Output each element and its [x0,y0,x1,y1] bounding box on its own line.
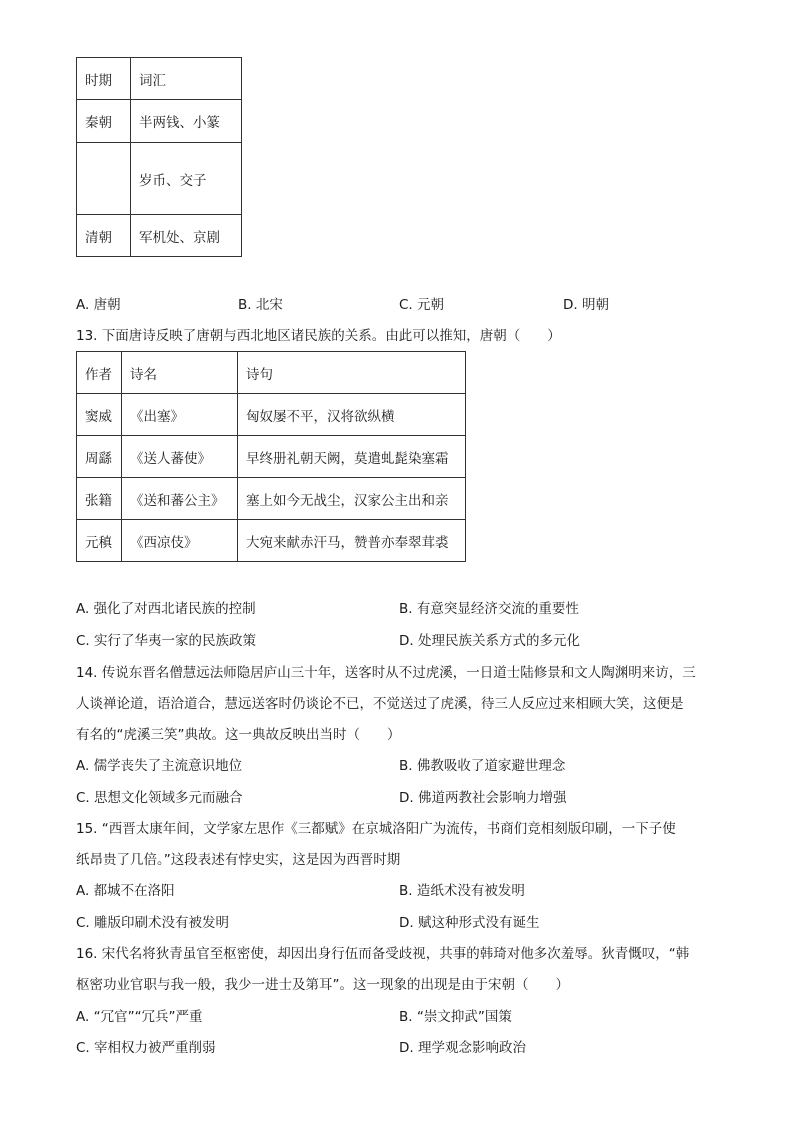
q16-stem-line-2: 枢密功业官职与我一般，我少一进士及第耳”。这一现象的出现是由于宋朝（ ） [76,977,569,993]
q16-option-d[interactable]: D. 理学观念影响政治 [399,1040,526,1056]
q13-option-d[interactable]: D. 处理民族关系方式的多元化 [399,633,580,649]
table-row [77,520,466,562]
table-row [77,58,242,100]
table-cell: 半两钱、小篆 [131,100,242,143]
q15-option-b[interactable]: B. 造纸术没有被发明 [399,883,525,899]
table-cell: 词汇 [131,58,242,100]
table-row [77,394,466,436]
q12-option-a[interactable]: A. 唐朝 [76,297,121,313]
q16-option-a[interactable]: A. “冗官”“冗兵”严重 [76,1009,203,1025]
q16-option-b[interactable]: B. “崇文抑武”国策 [399,1009,512,1025]
table-cell: 清朝 [77,215,131,257]
table-cell: 秦朝 [77,100,131,143]
q14-stem-line-1: 14. 传说东晋名僧慧远法师隐居庐山三十年，送客时从不过虎溪，一日道士陆修景和文人陶渊明来访，三 [76,665,696,681]
period-vocabulary-table [76,57,242,257]
table-row [77,143,242,215]
table-cell: 张籍 [77,478,122,520]
q15-option-a[interactable]: A. 都城不在洛阳 [76,883,175,899]
q16-stem-line-1: 16. 宋代名将狄青虽官至枢密使，却因出身行伍而备受歧视，共事的韩琦对他多次羞辱。狄青慨叹，“韩 [76,946,690,962]
table-cell: 塞上如今无战尘，汉家公主出和亲 [238,478,466,520]
q12-option-b[interactable]: B. 北宋 [238,297,283,313]
q15-option-d[interactable]: D. 赋这种形式没有诞生 [399,915,540,931]
q13-option-a[interactable]: A. 强化了对西北诸民族的控制 [76,601,256,617]
table-cell: 作者 [77,352,122,394]
table-cell: 岁币、交子 [131,143,242,215]
table-cell: 时期 [77,58,131,100]
table-cell: 大宛来献赤汗马，赞普亦奉翠茸裘 [238,520,466,562]
table-cell: 元稹 [77,520,122,562]
table-cell: 匈奴屡不平，汉将欲纵横 [238,394,466,436]
table-cell: 早终册礼朝天阙，莫遣虬髭染塞霜 [238,436,466,478]
table-row [77,215,242,257]
table-cell: 窦威 [77,394,122,436]
table-row [77,100,242,143]
q15-option-c[interactable]: C. 雕版印刷术没有被发明 [76,915,230,931]
q15-stem-line-2: 纸昂贵了几倍。”这段表述有悖史实，这是因为西晋时期 [76,852,401,868]
table-cell: 周繇 [77,436,122,478]
table-row [77,352,466,394]
q12-option-c[interactable]: C. 元朝 [399,297,445,313]
q15-stem-line-1: 15. “西晋太康年间，文学家左思作《三都赋》在京城洛阳广为流传，书商们竞相刻版印刷，一下子使 [76,821,676,837]
tang-poems-table [76,351,466,562]
q14-stem-line-3: 有名的“虎溪三笑”典故。这一典故反映出当时（ ） [76,727,401,743]
q14-option-c[interactable]: C. 思想文化领域多元而融合 [76,790,243,806]
q13-option-b[interactable]: B. 有意突显经济交流的重要性 [399,601,579,617]
q14-option-a[interactable]: A. 儒学丧失了主流意识地位 [76,758,243,774]
q13-stem: 13. 下面唐诗反映了唐朝与西北地区诸民族的关系。由此可以推知，唐朝（ ） [76,328,561,344]
table-cell: 《送人蕃使》 [122,436,238,478]
table-cell: 诗句 [238,352,466,394]
table-cell: 军机处、京剧 [131,215,242,257]
q14-option-d[interactable]: D. 佛道两教社会影响力增强 [399,790,567,806]
table-cell: 诗名 [122,352,238,394]
table-cell: 《送和蕃公主》 [122,478,238,520]
q12-option-d[interactable]: D. 明朝 [563,297,609,313]
q14-stem-line-2: 人谈禅论道，语洽道合，慧远送客时仍谈论不已，不觉送过了虎溪，待三人反应过来相顾大笑，这便是 [76,696,684,712]
q16-option-c[interactable]: C. 宰相权力被严重削弱 [76,1040,216,1056]
table-row [77,436,466,478]
table-cell: 《西凉伎》 [122,520,238,562]
q13-option-c[interactable]: C. 实行了华夷一家的民族政策 [76,633,257,649]
q14-option-b[interactable]: B. 佛教吸收了道家避世理念 [399,758,566,774]
table-row [77,478,466,520]
table-cell [77,143,131,215]
table-cell: 《出塞》 [122,394,238,436]
